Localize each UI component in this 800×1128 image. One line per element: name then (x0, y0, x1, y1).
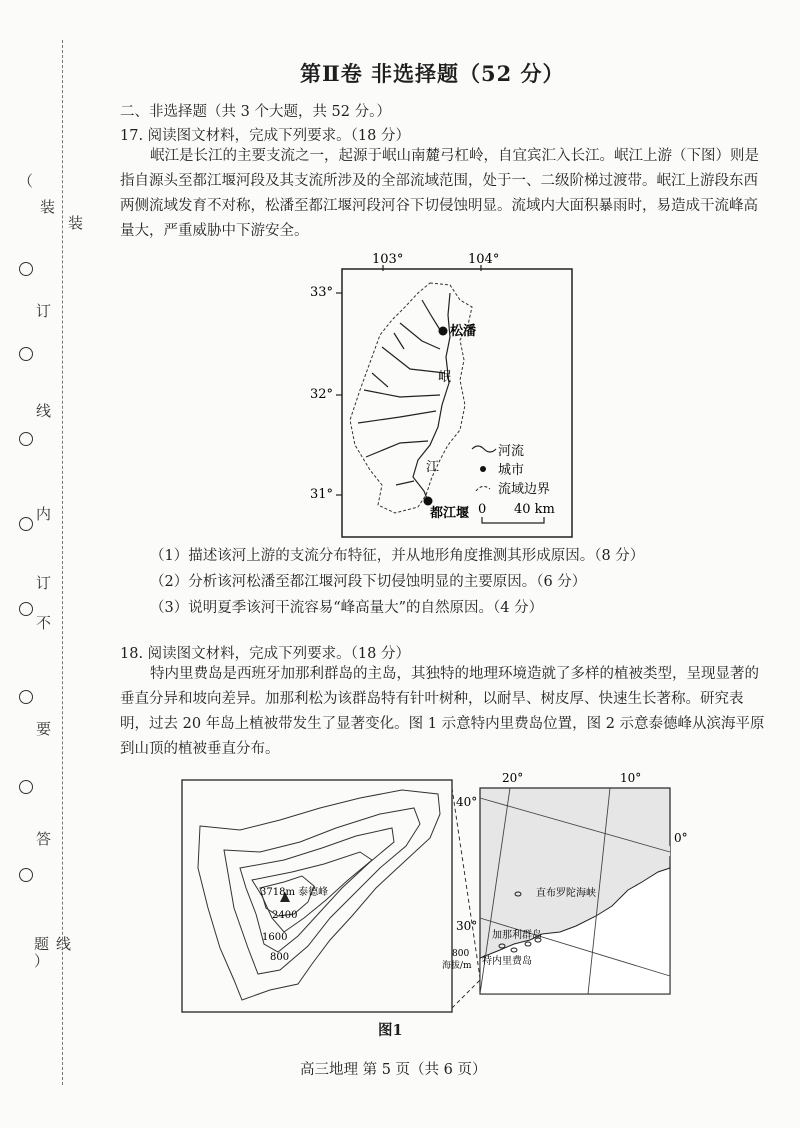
margin-glyph: 线 (56, 935, 72, 953)
tenerife-label: 特内里费岛 (482, 956, 532, 967)
scale-km: 40 km (514, 502, 555, 517)
page-footer: 高三地理 第 5 页（共 6 页） (300, 1062, 487, 1078)
strait-label: 直布罗陀海峡 (536, 888, 596, 899)
q18-passage: 特内里费岛是西班牙加那利群岛的主岛，其独特的地理环境造就了多样的植被类型，呈现显著的垂直分异和坡向差异。加那利松为该群岛特有针叶树种，以耐旱、树皮厚、快速生长著称。研究表明，过去 20 年岛上植被带发生了显著变化。图 1 示意特内里费岛位置，图 2 示意泰德峰从滨海平原到山顶的植被垂直分布。 (120, 666, 765, 757)
q17-subquestion: （2）分析该河松潘至都江堰河段下切侵蚀明显的主要原因。（6 分） (150, 574, 587, 590)
map-legend (472, 443, 550, 497)
contour-label: 1600 (262, 932, 288, 943)
margin-glyph: 要 (36, 720, 52, 738)
binding-hole (19, 868, 33, 882)
fig1-tenerife-map (180, 768, 700, 1018)
figure-caption: 图1 (378, 1022, 403, 1039)
binding-dashed-line (62, 40, 63, 1085)
inset-lon-label: 0° (674, 831, 688, 845)
q17-stem: 17. 阅读图文材料，完成下列要求。（18 分） (120, 128, 410, 144)
scale-zero: 0 (478, 502, 487, 517)
lon-label: 104° (468, 252, 500, 267)
margin-glyph: 装 (40, 198, 56, 216)
scale-bar (478, 502, 555, 523)
basin-boundary (350, 283, 472, 513)
elevation-legend-unit: 海拔/m (442, 961, 472, 971)
margin-glyph: 装 (68, 214, 84, 232)
peak-label: 3718m 泰德峰 (260, 887, 329, 898)
binding-hole (19, 780, 33, 794)
section-title: 第Ⅱ卷 非选择题（52 分） (300, 61, 565, 86)
inset-lon-label: 20° (502, 771, 524, 785)
legend-boundary: 流域边界 (498, 482, 551, 497)
margin-glyph: 订 (36, 302, 52, 320)
legend-river: 河流 (498, 444, 525, 459)
margin-glyph: 题 (34, 935, 50, 953)
q17-subquestion: （3）说明夏季该河干流容易“峰高量大”的自然原因。（4 分） (150, 600, 544, 616)
margin-glyph: 答 (36, 830, 52, 848)
binding-hole (19, 517, 33, 531)
river-label-jiang: 江 (426, 460, 440, 475)
binding-hole (19, 347, 33, 361)
binding-hole (19, 602, 33, 616)
margin-glyph: 内 (36, 505, 52, 523)
dujiangyan-city-dot (424, 497, 433, 506)
q17-minjiang-map (300, 245, 580, 545)
q17-subquestion: （1）描述该河上游的支流分布特征，并从地形角度推测其形成原因。（8 分） (150, 548, 645, 564)
binding-hole (19, 432, 33, 446)
binding-hole (19, 262, 33, 276)
inset-lat-label: 30° (456, 919, 478, 933)
q17-passage: 岷江是长江的主要支流之一，起源于岷山南麓弓杠岭，自宜宾汇入长江。岷江上游（下图）则是指自源头至都江堰河段及其支流所涉及的全部流域范围，处于一、二级阶梯过渡带。岷江上游段东西两侧流域发育不对称，松潘至都江堰河段河谷下切侵蚀明显。流域内大面积暴雨时，易造成干流峰高量大，严重威胁中下游安全。 (120, 148, 759, 239)
lat-label: 32° (310, 387, 334, 402)
margin-glyph: 订 (36, 574, 52, 592)
elevation-legend-value: 800 (452, 949, 470, 959)
city-dujiangyan-label: 都江堰 (430, 506, 470, 521)
margin-glyph: 线 (36, 402, 52, 420)
contour-label: 2400 (272, 910, 298, 921)
q18-stem: 18. 阅读图文材料，完成下列要求。（18 分） (120, 646, 410, 662)
canary-label: 加那利群岛 (492, 930, 542, 941)
binding-hole (19, 690, 33, 704)
lat-label: 33° (310, 285, 334, 300)
river-label-min: 岷 (438, 370, 452, 385)
margin-glyph: 不 (36, 614, 52, 632)
inset-lat-label: 40° (456, 795, 478, 809)
section-heading: 二、非选择题（共 3 个大题，共 52 分。） (120, 104, 391, 120)
lon-label: 103° (372, 252, 404, 267)
margin-glyph: （ (18, 172, 34, 190)
margin-glyph: ） (34, 952, 50, 970)
contour-label: 800 (270, 952, 290, 963)
songpan-city-dot (439, 327, 448, 336)
city-songpan-label: 松潘 (450, 324, 477, 339)
legend-city: 城市 (498, 463, 525, 478)
lat-label: 31° (310, 487, 334, 502)
inset-lon-label: 10° (620, 771, 642, 785)
